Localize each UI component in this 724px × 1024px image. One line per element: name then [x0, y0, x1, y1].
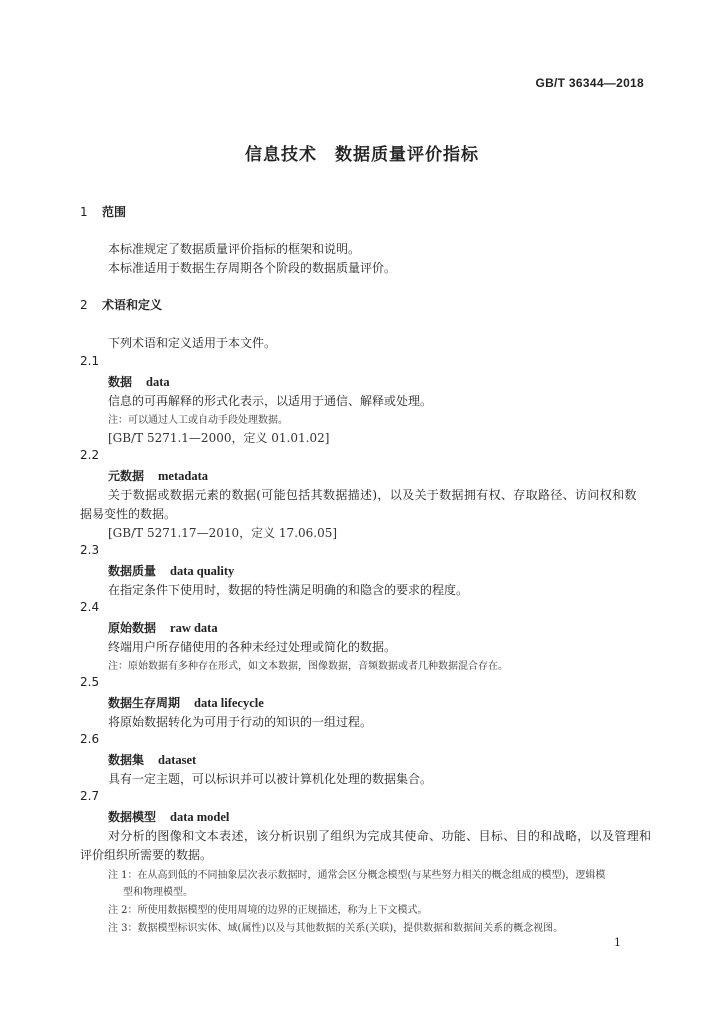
term-number: 2.4	[80, 600, 100, 614]
section-2-heading	[80, 296, 162, 313]
term-reference: [GB/T 5271.1—2000，定义 01.01.02]	[108, 431, 330, 445]
term-en: data quality	[170, 564, 235, 578]
term-heading	[108, 808, 229, 825]
term-heading	[108, 373, 170, 390]
term-number: 2.2	[80, 448, 100, 462]
term-note: 注 2：所使用数据模型的使用周境的边界的正规描述，称为上下文模式。	[108, 905, 428, 916]
term-zh: 数据生存周期	[108, 696, 181, 710]
term-en: dataset	[158, 753, 197, 767]
term-zh: 原始数据	[108, 621, 157, 635]
paragraph: 下列术语和定义适用于本文件。	[108, 336, 277, 350]
term-note: 注 3：数据模型标识实体、域(属性)以及与其他数据的关系(关联)，提供数据和数据间关系的概念视图。	[108, 923, 564, 934]
paragraph: 本标准适用于数据生存周期各个阶段的数据质量评价。	[108, 261, 397, 275]
term-number: 2.6	[80, 732, 100, 746]
term-reference: [GB/T 5271.17—2010，定义 17.06.05]	[108, 526, 338, 540]
term-number: 2.5	[80, 675, 100, 689]
section-title: 范围	[102, 205, 127, 219]
term-zh: 数据	[108, 375, 133, 389]
term-definition-continued: 评价组织所需要的数据。	[80, 848, 213, 862]
section-number: 1	[80, 205, 88, 219]
term-definition-continued: 据易变性的数据。	[80, 507, 177, 521]
term-number: 2.7	[80, 789, 100, 803]
term-heading	[108, 467, 208, 484]
section-title: 术语和定义	[102, 298, 163, 312]
term-note: 注 1：在从高到低的不同抽象层次表示数据时，通常会区分概念模型(与某些努力相关的概念组成的模型)，逻辑模	[108, 870, 606, 881]
page-number: 1	[614, 936, 621, 949]
term-en: data	[146, 375, 170, 389]
term-zh: 数据模型	[108, 810, 157, 824]
term-en: data model	[170, 810, 230, 824]
term-heading	[108, 751, 196, 768]
standard-code: GB/T 36344—2018	[535, 76, 644, 90]
term-en: metadata	[158, 469, 209, 483]
paragraph: 本标准规定了数据质量评价指标的框架和说明。	[108, 242, 361, 256]
term-note-continued: 型和物理模型。	[123, 887, 193, 898]
term-note: 注：原始数据有多种存在形式，如文本数据，图像数据，音频数据或者几种数据混合存在。	[108, 661, 508, 672]
term-definition: 对分析的图像和文本表述，该分析识别了组织为完成其使命、功能、目标、目的和战略，以及管理和	[108, 829, 652, 843]
term-en: raw data	[170, 621, 218, 635]
term-definition: 具有一定主题，可以标识并可以被计算机化处理的数据集合。	[108, 772, 433, 786]
term-definition: 在指定条件下使用时，数据的特性满足明确的和隐含的要求的程度。	[108, 583, 469, 597]
term-number: 2.1	[80, 354, 100, 368]
term-definition: 终端用户所存储使用的各种未经过处理或简化的数据。	[108, 640, 397, 654]
page-title: 信息技术 数据质量评价指标	[245, 145, 479, 165]
term-definition: 关于数据或数据元素的数据(可能包括其数据描述)，以及关于数据拥有权、存取路径、访问权和数	[108, 488, 637, 502]
term-number: 2.3	[80, 543, 100, 557]
term-heading	[108, 562, 234, 579]
term-zh: 元数据	[108, 469, 145, 483]
term-heading	[108, 619, 218, 636]
term-definition: 信息的可再解释的形式化表示，以适用于通信、解释或处理。	[108, 394, 433, 408]
section-number: 2	[80, 298, 88, 312]
term-zh: 数据集	[108, 753, 145, 767]
term-note: 注：可以通过人工或自动手段处理数据。	[108, 415, 288, 426]
term-definition: 将原始数据转化为可用于行动的知识的一组过程。	[108, 715, 373, 729]
term-zh: 数据质量	[108, 564, 157, 578]
section-1-heading	[80, 203, 126, 220]
term-heading	[108, 694, 264, 711]
term-en: data lifecycle	[194, 696, 264, 710]
